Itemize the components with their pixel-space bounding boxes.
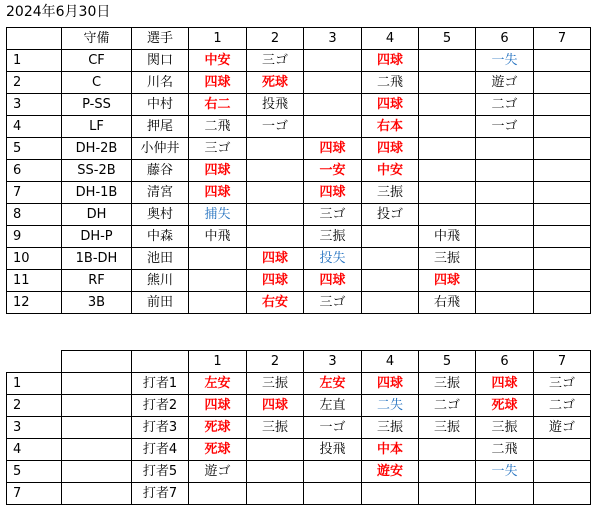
- at-bat-result: [419, 439, 476, 461]
- at-bat-result: [247, 483, 304, 505]
- at-bat-result: 一失: [476, 50, 534, 72]
- at-bat-result: [419, 160, 476, 182]
- at-bat-result: [476, 483, 534, 505]
- batting-order-number: 11: [7, 270, 62, 292]
- at-bat-result: 四球: [247, 270, 304, 292]
- row-number: 5: [7, 461, 62, 483]
- player-name: 小仲井: [132, 138, 189, 160]
- player-name: 藤谷: [132, 160, 189, 182]
- inning-header-7: 7: [534, 351, 591, 373]
- inning-header-2: 2: [247, 351, 304, 373]
- table-row: [7, 72, 591, 94]
- batting-order-number: 5: [7, 138, 62, 160]
- table-row: [7, 204, 591, 226]
- at-bat-result: 三ゴ: [534, 373, 591, 395]
- batter-label: 打者4: [132, 439, 189, 461]
- at-bat-result: 一安: [304, 160, 362, 182]
- batting-order-number: 9: [7, 226, 62, 248]
- at-bat-result: [247, 182, 304, 204]
- at-bat-result: 投飛: [247, 94, 304, 116]
- at-bat-result: [419, 50, 476, 72]
- inning-header-1: 1: [189, 28, 247, 50]
- at-bat-result: 投ゴ: [362, 204, 419, 226]
- at-bat-result: 四球: [304, 182, 362, 204]
- at-bat-result: [419, 94, 476, 116]
- fielding-position: LF: [62, 116, 132, 138]
- lineup-table: [6, 27, 591, 314]
- at-bat-result: 中安: [362, 160, 419, 182]
- inning-header-4: 4: [362, 351, 419, 373]
- at-bat-result: [419, 204, 476, 226]
- at-bat-result: 四球: [362, 138, 419, 160]
- at-bat-result: 四球: [189, 395, 247, 417]
- at-bat-result: 三振: [419, 373, 476, 395]
- at-bat-result: 三ゴ: [189, 138, 247, 160]
- at-bat-result: [189, 270, 247, 292]
- at-bat-result: [362, 292, 419, 314]
- at-bat-result: 三振: [419, 248, 476, 270]
- at-bat-result: 四球: [189, 160, 247, 182]
- player-name: 池田: [132, 248, 189, 270]
- at-bat-result: 三振: [247, 417, 304, 439]
- at-bat-result: 右二: [189, 94, 247, 116]
- at-bat-result: 三振: [304, 226, 362, 248]
- fielding-position: SS-2B: [62, 160, 132, 182]
- at-bat-result: 二ゴ: [534, 395, 591, 417]
- table-row: [7, 373, 591, 395]
- at-bat-result: [534, 226, 591, 248]
- at-bat-result: 二飛: [476, 439, 534, 461]
- at-bat-result: 四球: [419, 270, 476, 292]
- at-bat-result: [476, 160, 534, 182]
- at-bat-result: [534, 50, 591, 72]
- at-bat-result: 三振: [476, 417, 534, 439]
- player-name: 熊川: [132, 270, 189, 292]
- at-bat-result: 右本: [362, 116, 419, 138]
- at-bat-result: [534, 292, 591, 314]
- fielding-position: DH-2B: [62, 138, 132, 160]
- at-bat-result: 三ゴ: [304, 204, 362, 226]
- at-bat-result: 死球: [476, 395, 534, 417]
- player-name: 中森: [132, 226, 189, 248]
- at-bat-result: 四球: [304, 138, 362, 160]
- at-bat-result: 左直: [304, 395, 362, 417]
- at-bat-result: 死球: [247, 72, 304, 94]
- at-bat-result: [304, 116, 362, 138]
- game-date: 2024年6月30日: [6, 4, 111, 20]
- at-bat-result: 四球: [304, 270, 362, 292]
- at-bat-result: 投飛: [304, 439, 362, 461]
- at-bat-result: [476, 292, 534, 314]
- player-name: 押尾: [132, 116, 189, 138]
- batter-label: 打者1: [132, 373, 189, 395]
- blank-cell: [62, 417, 132, 439]
- at-bat-result: [534, 138, 591, 160]
- at-bat-result: [247, 160, 304, 182]
- at-bat-result: [419, 461, 476, 483]
- at-bat-result: [247, 138, 304, 160]
- at-bat-result: 投失: [304, 248, 362, 270]
- fielding-position: DH: [62, 204, 132, 226]
- inning-header-2: 2: [247, 28, 304, 50]
- at-bat-result: [247, 226, 304, 248]
- batter-header-row: [7, 351, 591, 373]
- at-bat-result: 四球: [189, 72, 247, 94]
- fielding-position: DH-P: [62, 226, 132, 248]
- at-bat-result: [304, 50, 362, 72]
- at-bat-result: 四球: [362, 94, 419, 116]
- at-bat-result: 右飛: [419, 292, 476, 314]
- at-bat-result: 三振: [362, 182, 419, 204]
- at-bat-result: 中飛: [419, 226, 476, 248]
- at-bat-result: [419, 72, 476, 94]
- at-bat-result: [534, 204, 591, 226]
- at-bat-result: [189, 292, 247, 314]
- at-bat-result: 三ゴ: [247, 50, 304, 72]
- at-bat-result: 二飛: [362, 72, 419, 94]
- at-bat-result: 四球: [476, 373, 534, 395]
- row-number: 4: [7, 439, 62, 461]
- inning-header-4: 4: [362, 28, 419, 50]
- at-bat-result: 三振: [362, 417, 419, 439]
- at-bat-result: 左安: [189, 373, 247, 395]
- at-bat-result: 四球: [247, 395, 304, 417]
- at-bat-result: 一失: [476, 461, 534, 483]
- at-bat-result: [476, 248, 534, 270]
- batting-order-number: 7: [7, 182, 62, 204]
- at-bat-result: [304, 461, 362, 483]
- at-bat-result: [189, 248, 247, 270]
- table-row: [7, 483, 591, 505]
- at-bat-result: 二ゴ: [476, 94, 534, 116]
- at-bat-result: [534, 483, 591, 505]
- header-number-cell: [7, 28, 62, 50]
- table-row: [7, 292, 591, 314]
- player-name: 川名: [132, 72, 189, 94]
- player-name: 中村: [132, 94, 189, 116]
- batter-label: 打者2: [132, 395, 189, 417]
- at-bat-result: [189, 483, 247, 505]
- at-bat-result: 遊ゴ: [534, 417, 591, 439]
- table-row: [7, 248, 591, 270]
- header-player: 選手: [132, 28, 189, 50]
- inning-header-7: 7: [534, 28, 591, 50]
- table-row: [7, 395, 591, 417]
- at-bat-result: 左安: [304, 373, 362, 395]
- at-bat-result: 四球: [362, 373, 419, 395]
- batting-order-number: 3: [7, 94, 62, 116]
- at-bat-result: [304, 72, 362, 94]
- at-bat-result: [247, 204, 304, 226]
- at-bat-result: 三振: [419, 417, 476, 439]
- batting-order-number: 2: [7, 72, 62, 94]
- at-bat-result: [304, 94, 362, 116]
- inning-header-6: 6: [476, 28, 534, 50]
- table-row: [7, 160, 591, 182]
- at-bat-result: [419, 483, 476, 505]
- batting-order-number: 8: [7, 204, 62, 226]
- player-name: 関口: [132, 50, 189, 72]
- fielding-position: P-SS: [62, 94, 132, 116]
- at-bat-result: [534, 116, 591, 138]
- at-bat-result: [247, 461, 304, 483]
- player-name: 前田: [132, 292, 189, 314]
- at-bat-result: 四球: [247, 248, 304, 270]
- batting-order-number: 6: [7, 160, 62, 182]
- at-bat-result: 二ゴ: [419, 395, 476, 417]
- inning-header-5: 5: [419, 28, 476, 50]
- at-bat-result: [534, 72, 591, 94]
- at-bat-result: 遊ゴ: [189, 461, 247, 483]
- header-blank-cell: [62, 351, 132, 373]
- at-bat-result: 三振: [247, 373, 304, 395]
- at-bat-result: [476, 226, 534, 248]
- table-row: [7, 270, 591, 292]
- at-bat-result: 一ゴ: [304, 417, 362, 439]
- at-bat-result: 二飛: [189, 116, 247, 138]
- at-bat-result: [476, 182, 534, 204]
- at-bat-result: [476, 204, 534, 226]
- inning-header-3: 3: [304, 28, 362, 50]
- fielding-position: DH-1B: [62, 182, 132, 204]
- row-number: 1: [7, 373, 62, 395]
- batting-order-number: 4: [7, 116, 62, 138]
- table-row: [7, 417, 591, 439]
- batter-label: 打者3: [132, 417, 189, 439]
- row-number: 2: [7, 395, 62, 417]
- row-number: 7: [7, 483, 62, 505]
- at-bat-result: [247, 439, 304, 461]
- table-row: [7, 439, 591, 461]
- fielding-position: CF: [62, 50, 132, 72]
- at-bat-result: [534, 270, 591, 292]
- table-row: [7, 182, 591, 204]
- at-bat-result: 一ゴ: [247, 116, 304, 138]
- at-bat-result: 中飛: [189, 226, 247, 248]
- table-row: [7, 226, 591, 248]
- lineup-header-row: [7, 28, 591, 50]
- inning-header-6: 6: [476, 351, 534, 373]
- at-bat-result: 一ゴ: [476, 116, 534, 138]
- inning-header-1: 1: [189, 351, 247, 373]
- at-bat-result: [419, 182, 476, 204]
- at-bat-result: [362, 270, 419, 292]
- at-bat-result: [476, 138, 534, 160]
- at-bat-result: [304, 483, 362, 505]
- blank-cell: [62, 373, 132, 395]
- at-bat-result: 死球: [189, 417, 247, 439]
- fielding-position: RF: [62, 270, 132, 292]
- at-bat-result: [534, 94, 591, 116]
- at-bat-result: 捕失: [189, 204, 247, 226]
- batter-label: 打者5: [132, 461, 189, 483]
- batting-order-number: 1: [7, 50, 62, 72]
- batter-label: 打者7: [132, 483, 189, 505]
- blank-cell: [62, 395, 132, 417]
- table-row: [7, 138, 591, 160]
- header-label-cell: [132, 351, 189, 373]
- at-bat-result: [419, 138, 476, 160]
- at-bat-result: 遊ゴ: [476, 72, 534, 94]
- blank-cell: [62, 483, 132, 505]
- at-bat-result: [534, 461, 591, 483]
- table-row: [7, 461, 591, 483]
- player-name: 奥村: [132, 204, 189, 226]
- table-row: [7, 116, 591, 138]
- blank-cell: [62, 439, 132, 461]
- at-bat-result: 右安: [247, 292, 304, 314]
- at-bat-result: 中本: [362, 439, 419, 461]
- table-row: [7, 50, 591, 72]
- fielding-position: 1B-DH: [62, 248, 132, 270]
- fielding-position: 3B: [62, 292, 132, 314]
- at-bat-result: [476, 270, 534, 292]
- at-bat-result: [534, 160, 591, 182]
- batting-order-number: 10: [7, 248, 62, 270]
- at-bat-result: [362, 248, 419, 270]
- batter-results-table: [6, 350, 591, 505]
- at-bat-result: [534, 182, 591, 204]
- blank-cell: [62, 461, 132, 483]
- player-name: 清宮: [132, 182, 189, 204]
- at-bat-result: 遊安: [362, 461, 419, 483]
- header-position: 守備: [62, 28, 132, 50]
- row-number: 3: [7, 417, 62, 439]
- at-bat-result: 死球: [189, 439, 247, 461]
- at-bat-result: 四球: [362, 50, 419, 72]
- at-bat-result: 四球: [189, 182, 247, 204]
- fielding-position: C: [62, 72, 132, 94]
- at-bat-result: [534, 439, 591, 461]
- header-number-cell: [7, 351, 62, 373]
- at-bat-result: [419, 116, 476, 138]
- at-bat-result: 二失: [362, 395, 419, 417]
- at-bat-result: 三ゴ: [304, 292, 362, 314]
- inning-header-5: 5: [419, 351, 476, 373]
- inning-header-3: 3: [304, 351, 362, 373]
- batting-order-number: 12: [7, 292, 62, 314]
- table-row: [7, 94, 591, 116]
- at-bat-result: 中安: [189, 50, 247, 72]
- at-bat-result: [362, 226, 419, 248]
- at-bat-result: [362, 483, 419, 505]
- at-bat-result: [534, 248, 591, 270]
